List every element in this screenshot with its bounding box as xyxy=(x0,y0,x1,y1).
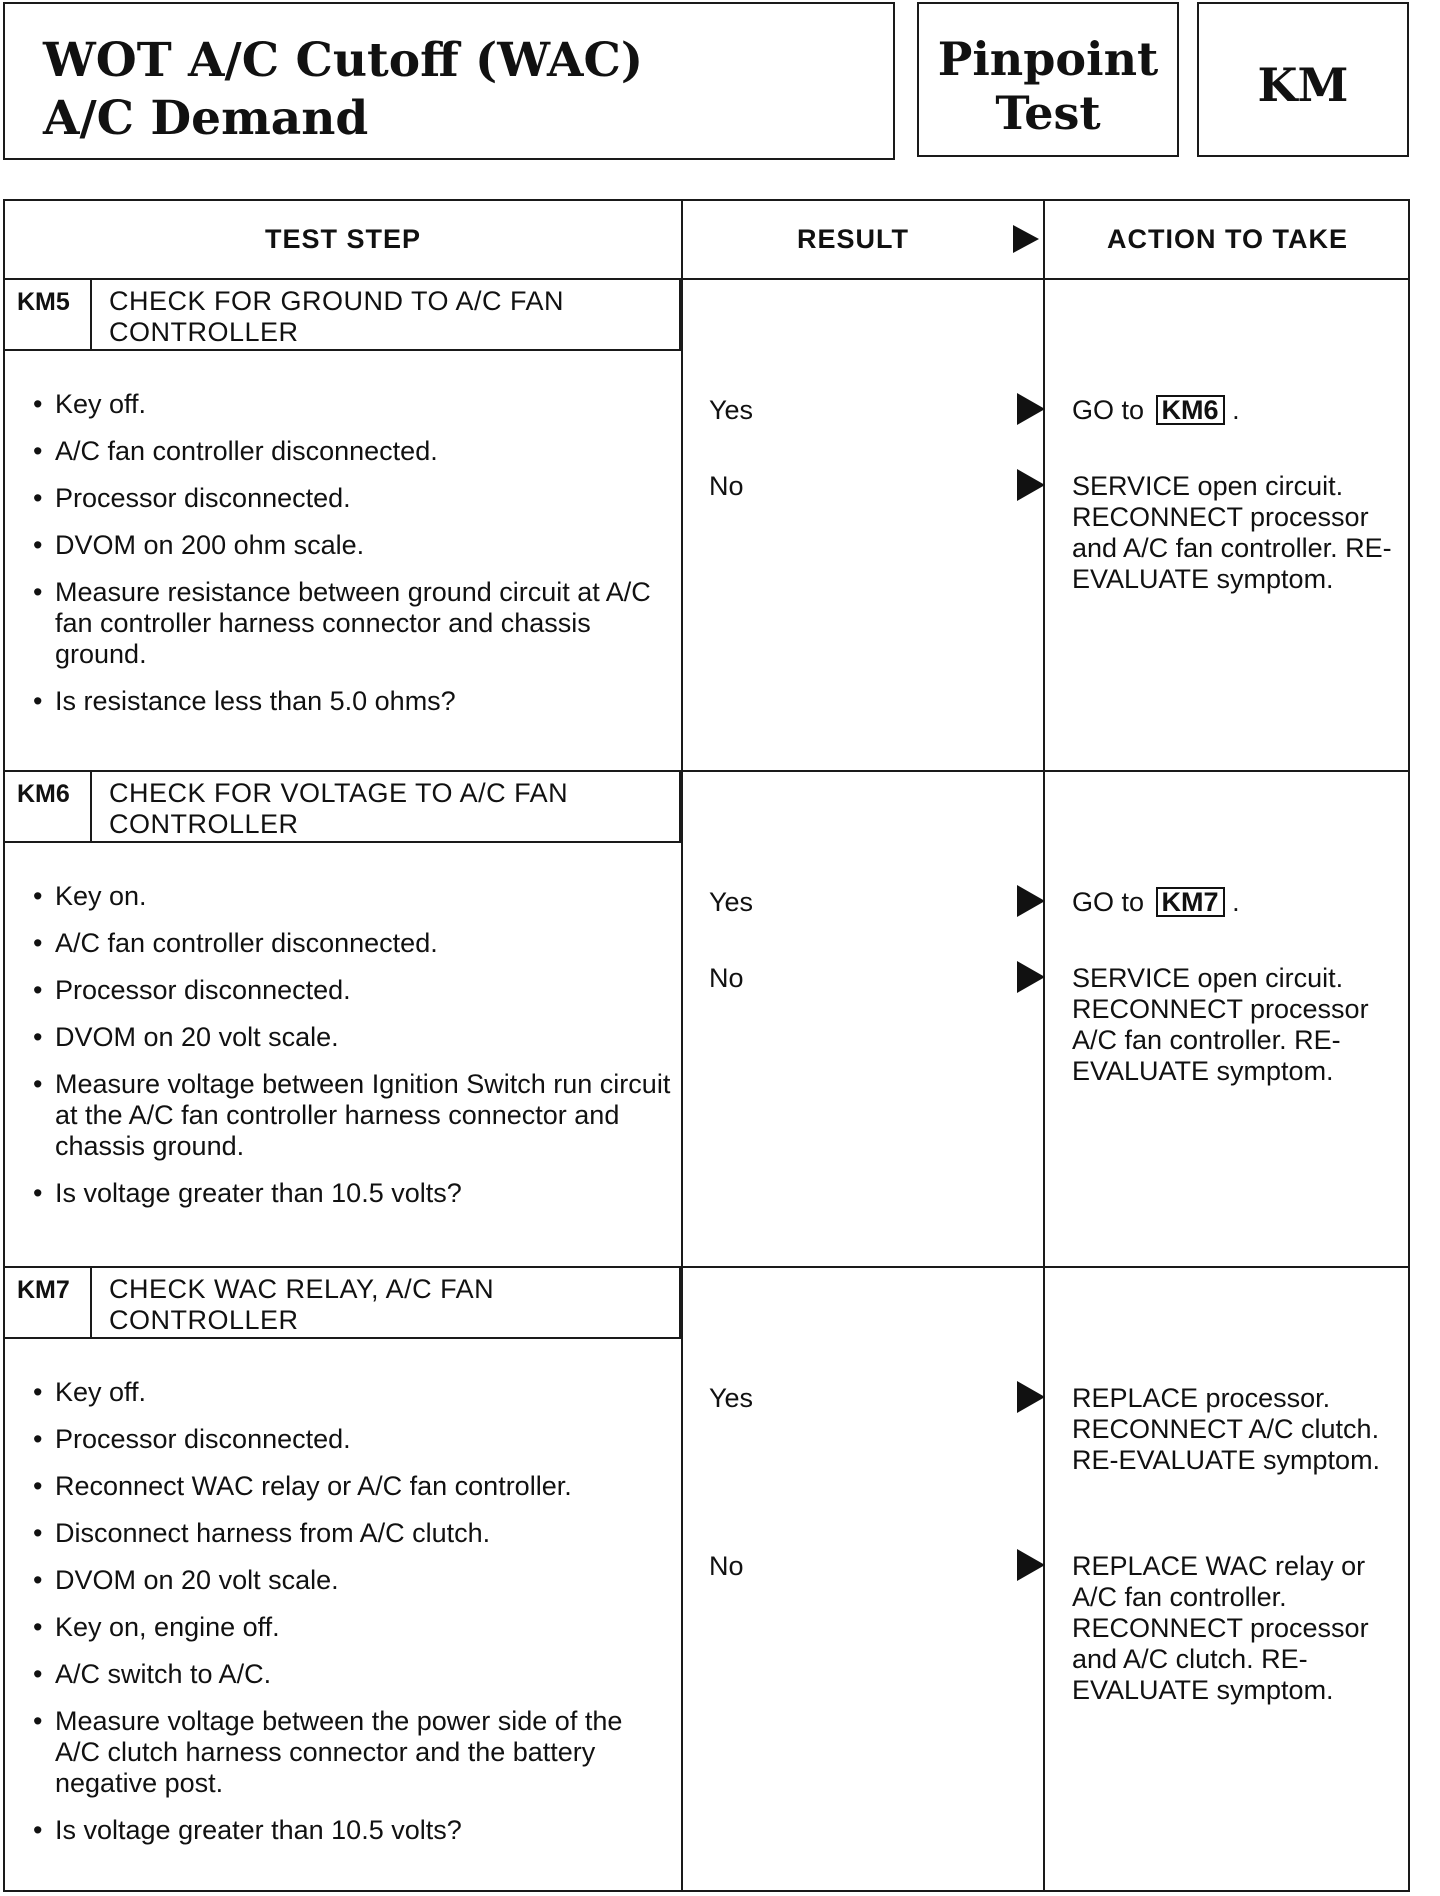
list-item: • DVOM on 20 volt scale. xyxy=(33,1565,673,1596)
title-box xyxy=(3,2,895,160)
list-item: • DVOM on 20 volt scale. xyxy=(33,1022,673,1053)
list-item: • A/C fan controller disconnected. xyxy=(33,928,673,959)
list-item: • Key on. xyxy=(33,881,673,912)
step-header xyxy=(5,770,681,843)
action-yes xyxy=(1072,887,1402,918)
arrow-right-icon xyxy=(1017,1549,1045,1581)
col-header-test-step: TEST STEP xyxy=(264,224,422,254)
result-yes: Yes xyxy=(709,1383,754,1413)
test-table xyxy=(3,199,1410,1892)
list-item: • DVOM on 200 ohm scale. xyxy=(33,530,673,561)
list-item: • Measure voltage between Ignition Switch run circuit at the A/C fan controller harness connector and chassis ground. xyxy=(33,1069,673,1162)
step-instructions xyxy=(33,1377,673,1862)
result-no: No xyxy=(709,963,744,993)
list-item: • Disconnect harness from A/C clutch. xyxy=(33,1518,673,1549)
step-header xyxy=(5,1266,681,1339)
step-title: CHECK FOR VOLTAGE TO A/C FAN CONTROLLER xyxy=(109,778,569,839)
step-reference-km6[interactable]: KM6 xyxy=(1156,395,1225,425)
action-no: SERVICE open circuit. RECONNECT processor and A/C fan controller. RE-EVALUATE symptom. xyxy=(1072,471,1392,594)
action-no: SERVICE open circuit. RECONNECT processor A/C fan controller. RE-EVALUATE symptom. xyxy=(1072,963,1369,1086)
arrow-right-icon xyxy=(1017,961,1045,993)
list-item: • A/C fan controller disconnected. xyxy=(33,436,673,467)
arrow-right-icon xyxy=(1017,393,1045,425)
result-yes: Yes xyxy=(709,395,754,425)
list-item: • Is resistance less than 5.0 ohms? xyxy=(33,686,673,717)
step-title: CHECK WAC RELAY, A/C FAN CONTROLLER xyxy=(109,1274,495,1335)
col-header-action: ACTION TO TAKE xyxy=(1107,224,1348,254)
result-yes: Yes xyxy=(709,887,754,917)
table-header-row xyxy=(5,201,1408,280)
step-id: KM6 xyxy=(5,770,92,841)
list-item: • Is voltage greater than 10.5 volts? xyxy=(33,1815,673,1846)
col-header-result: RESULT xyxy=(797,224,909,254)
test-code: KM xyxy=(1257,58,1349,112)
step-title: CHECK FOR GROUND TO A/C FAN CONTROLLER xyxy=(109,286,565,347)
step-instructions xyxy=(33,389,673,733)
list-item: • Is voltage greater than 10.5 volts? xyxy=(33,1178,673,1209)
step-id: KM7 xyxy=(5,1266,92,1337)
action-text: GO to xyxy=(1072,887,1145,917)
action-suffix: . xyxy=(1232,395,1240,425)
list-item: • Measure resistance between ground circuit at A/C fan controller harness connector and chassis ground. xyxy=(33,577,673,670)
list-item: • Processor disconnected. xyxy=(33,1424,673,1455)
action-text: GO to xyxy=(1072,395,1145,425)
step-header xyxy=(5,278,681,351)
list-item: • Reconnect WAC relay or A/C fan controller. xyxy=(33,1471,673,1502)
list-item: • Processor disconnected. xyxy=(33,975,673,1006)
step-section-km7 xyxy=(5,1266,1408,1890)
result-no: No xyxy=(709,1551,744,1581)
action-suffix: . xyxy=(1232,887,1240,917)
step-reference-km7[interactable]: KM7 xyxy=(1156,887,1225,917)
step-section-km5 xyxy=(5,278,1408,772)
page-title xyxy=(43,32,643,148)
test-code-box xyxy=(1197,2,1409,157)
action-yes xyxy=(1072,395,1402,426)
result-no: No xyxy=(709,471,744,501)
arrow-right-icon xyxy=(1017,469,1045,501)
arrow-right-icon xyxy=(1017,1381,1045,1413)
pinpoint-line-2: Test xyxy=(995,86,1101,140)
action-yes: REPLACE processor. RECONNECT A/C clutch. RE-EVALUATE symptom. xyxy=(1072,1383,1381,1475)
action-no: REPLACE WAC relay or A/C fan controller. RECONNECT processor and A/C clutch. RE-EVALUATE symptom. xyxy=(1072,1551,1369,1705)
list-item: • Key on, engine off. xyxy=(33,1612,673,1643)
list-item: • Key off. xyxy=(33,389,673,420)
list-item: • Key off. xyxy=(33,1377,673,1408)
result-arrow-icon xyxy=(1013,225,1039,253)
step-id: KM5 xyxy=(5,278,92,349)
step-instructions xyxy=(33,881,673,1225)
list-item: • Measure voltage between the power side of the A/C clutch harness connector and the battery negative post. xyxy=(33,1706,673,1799)
pinpoint-line-1: Pinpoint xyxy=(937,32,1159,86)
pinpoint-box xyxy=(917,2,1179,157)
title-line-2: A/C Demand xyxy=(43,91,369,146)
step-section-km6 xyxy=(5,770,1408,1268)
title-line-1: WOT A/C Cutoff (WAC) xyxy=(43,33,644,88)
list-item: • A/C switch to A/C. xyxy=(33,1659,673,1690)
arrow-right-icon xyxy=(1017,885,1045,917)
list-item: • Processor disconnected. xyxy=(33,483,673,514)
